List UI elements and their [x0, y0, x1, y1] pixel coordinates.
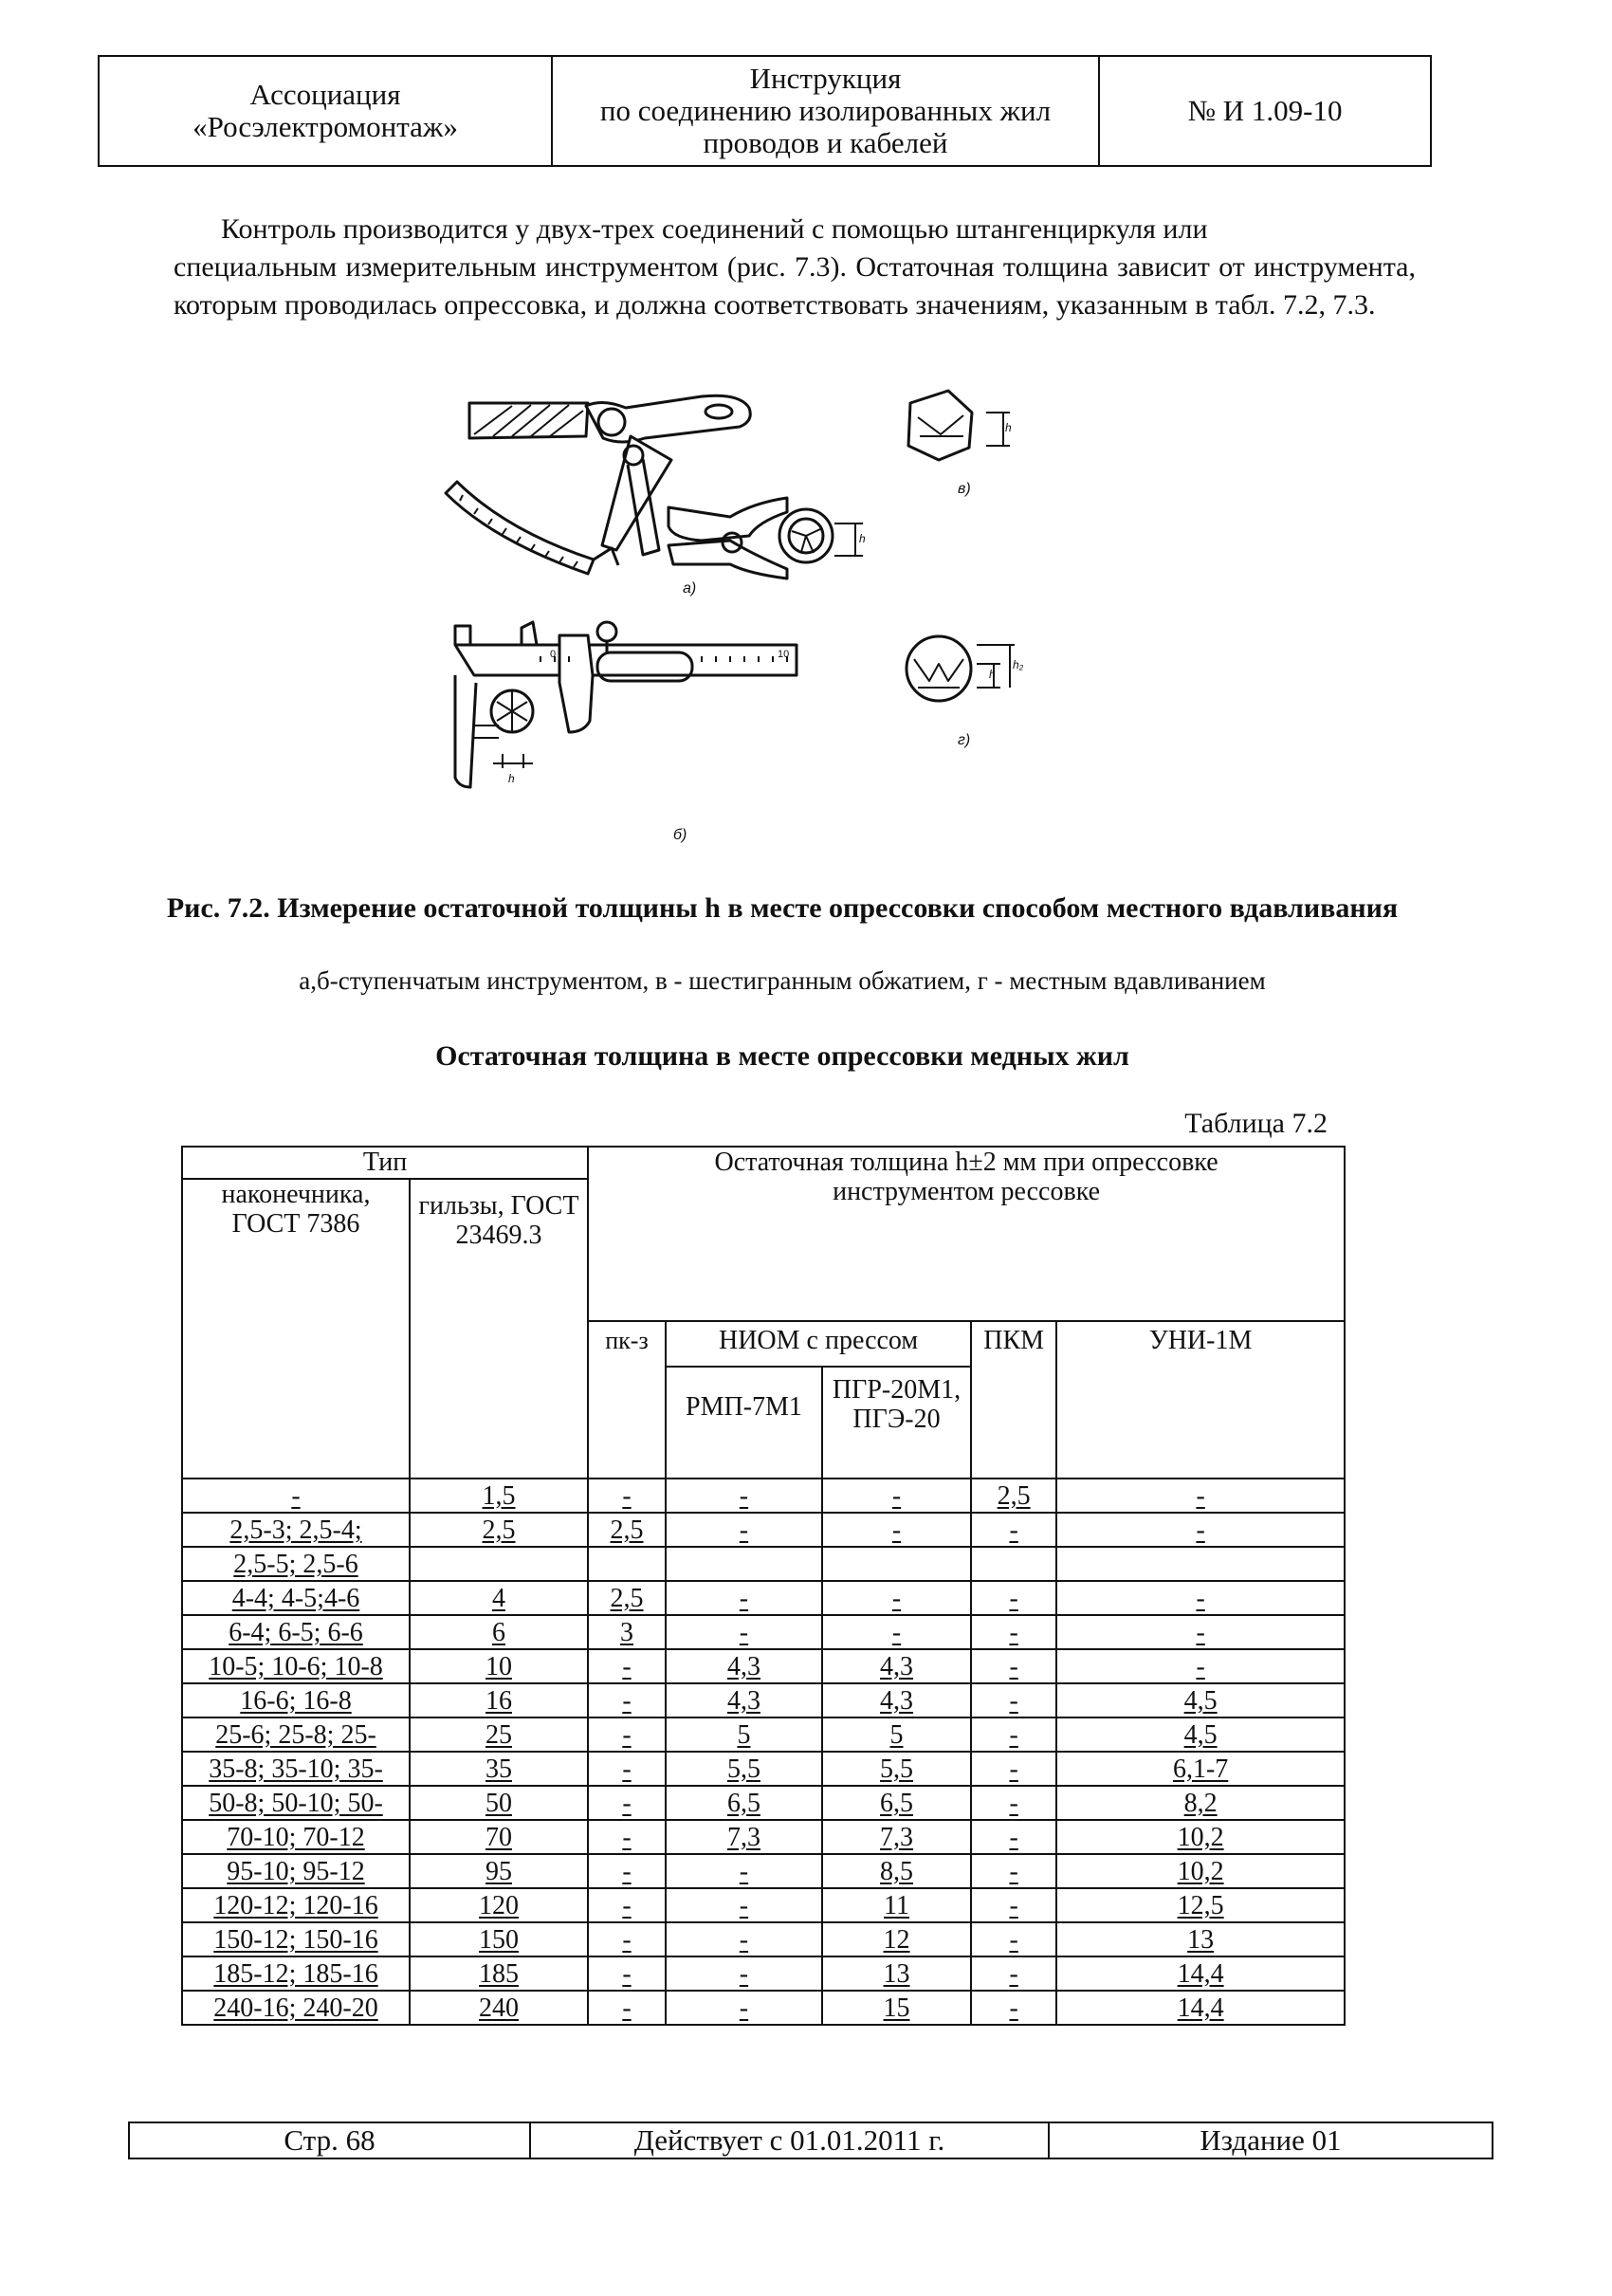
- table-cell: 5: [666, 1717, 822, 1752]
- table-cell: 3: [588, 1615, 666, 1649]
- table-cell: -: [666, 1615, 822, 1649]
- table-cell: 11: [822, 1888, 971, 1922]
- table-cell: -: [666, 1479, 822, 1513]
- figure-label-g: г): [958, 732, 971, 748]
- table-cell: 2,5: [588, 1513, 666, 1547]
- table-cell: 4,3: [822, 1683, 971, 1717]
- table-cell: 2,5: [410, 1513, 588, 1547]
- table-row: [182, 1683, 1345, 1717]
- table-cell: 8,5: [822, 1854, 971, 1888]
- table-cell: -: [971, 1956, 1056, 1991]
- table-row: [182, 1854, 1345, 1888]
- table-cell: 70-10; 70-12: [182, 1820, 410, 1854]
- organization-cell: [100, 57, 553, 165]
- table-cell: -: [971, 1786, 1056, 1820]
- header-pkm: ПКМ: [971, 1321, 1056, 1479]
- table-cell: 14,4: [1056, 1956, 1345, 1991]
- figure-label-b: б): [673, 827, 687, 843]
- table-cell: 5: [822, 1717, 971, 1752]
- table-row: [182, 1752, 1345, 1786]
- table-cell: -: [971, 1717, 1056, 1752]
- table-cell: 4,3: [822, 1649, 971, 1683]
- figure-caption-subtitle: а,б-ступенчатым инструментом, в - шестигранным обжатием, г - местным вдавливанием: [299, 966, 1266, 995]
- table-cell: 6,5: [822, 1786, 971, 1820]
- table-cell: -: [822, 1479, 971, 1513]
- table-cell: 13: [1056, 1922, 1345, 1956]
- table-cell: -: [588, 1683, 666, 1717]
- table-cell: 14,4: [1056, 1991, 1345, 2025]
- table-cell: 50-8; 50-10; 50-: [182, 1786, 410, 1820]
- figure-caption-title: Рис. 7.2. Измерение остаточной толщины h в месте опрессовки способом местного вдавливания: [166, 892, 1399, 924]
- table-cell: 8,2: [1056, 1786, 1345, 1820]
- title-line-2: по соединению изолированных жил: [599, 94, 1052, 127]
- table-cell: 10,2: [1056, 1854, 1345, 1888]
- table-cell: 2,5-3; 2,5-4;: [182, 1513, 410, 1547]
- title-line-3: проводов и кабелей: [703, 126, 948, 159]
- table-row: [182, 1581, 1345, 1615]
- table-cell: 5,5: [666, 1752, 822, 1786]
- table-cell: -: [822, 1615, 971, 1649]
- table-cell: -: [588, 1854, 666, 1888]
- figure-b-vernier-caliper: [455, 622, 797, 787]
- table-cell: -: [1056, 1513, 1345, 1547]
- header-niom: НИОМ с прессом: [666, 1321, 971, 1367]
- figure-h-label-b: h: [508, 772, 515, 785]
- table-cell: 10: [410, 1649, 588, 1683]
- footer-page-number: Стр. 68: [130, 2123, 531, 2158]
- footer-effective-date: Действует с 01.01.2011 г.: [531, 2123, 1050, 2158]
- table-cell: -: [666, 1956, 822, 1991]
- table-cell: 185-12; 185-16: [182, 1956, 410, 1991]
- table-cell: -: [588, 1786, 666, 1820]
- table-cell: 4,3: [666, 1683, 822, 1717]
- table-cell: 6: [410, 1615, 588, 1649]
- figure-a-jaws: [669, 498, 863, 579]
- table-cell: -: [588, 1991, 666, 2025]
- header-pgr: ПГР-20М1, ПГЭ-20: [822, 1367, 971, 1479]
- table-cell: 185: [410, 1956, 588, 1991]
- document-title-cell: [553, 57, 1100, 165]
- table-cell: -: [971, 1649, 1056, 1683]
- table-cell: -: [971, 1683, 1056, 1717]
- figure-label-v: в): [958, 481, 971, 497]
- table-cell: 150: [410, 1922, 588, 1956]
- table-cell: -: [971, 1854, 1056, 1888]
- table-cell: -: [971, 1581, 1056, 1615]
- table-title: Остаточная толщина в месте опрессовки медных жил: [435, 1040, 1129, 1072]
- table-cell: -: [588, 1717, 666, 1752]
- table-row: [182, 1649, 1345, 1683]
- table-cell: -: [971, 1615, 1056, 1649]
- table-cell: -: [588, 1649, 666, 1683]
- table-cell: -: [666, 1581, 822, 1615]
- table-cell: 4: [410, 1581, 588, 1615]
- table-cell: -: [666, 1854, 822, 1888]
- table-row: [182, 1615, 1345, 1649]
- figure-h-label-a: h: [859, 532, 866, 545]
- table-cell: 5,5: [822, 1752, 971, 1786]
- table-cell: 4,3: [666, 1649, 822, 1683]
- table-cell: 16: [410, 1683, 588, 1717]
- table-cell: 25-6; 25-8; 25-: [182, 1717, 410, 1752]
- table-cell: -: [971, 1513, 1056, 1547]
- residual-thickness-table: [181, 1146, 1346, 2026]
- table-cell: 95-10; 95-12: [182, 1854, 410, 1888]
- table-cell: -: [666, 1991, 822, 2025]
- table-row: [182, 1991, 1345, 2025]
- table-cell: [588, 1547, 666, 1581]
- table-cell: -: [971, 1922, 1056, 1956]
- document-header: [98, 55, 1432, 167]
- table-row: [182, 1922, 1345, 1956]
- table-cell: 2,5: [971, 1479, 1056, 1513]
- scale-ten-label: 10: [778, 649, 790, 660]
- table-row: [182, 1717, 1345, 1752]
- table-cell: [666, 1547, 822, 1581]
- table-number-label: Таблица 7.2: [1184, 1108, 1328, 1139]
- table-cell: 35-8; 35-10; 35-: [182, 1752, 410, 1786]
- table-cell: -: [588, 1820, 666, 1854]
- table-row: [182, 1888, 1345, 1922]
- table-cell: [822, 1547, 971, 1581]
- table-cell: -: [971, 1820, 1056, 1854]
- document-number-cell: [1100, 57, 1430, 165]
- header-type: Тип: [182, 1147, 588, 1179]
- table-cell: 240: [410, 1991, 588, 2025]
- header-uni: УНИ-1М: [1056, 1321, 1345, 1479]
- measurement-figure: [417, 379, 1081, 872]
- title-line-1: Инструкция: [749, 62, 902, 95]
- table-cell: [410, 1547, 588, 1581]
- table-cell: [971, 1547, 1056, 1581]
- table-row: [182, 1479, 1345, 1513]
- table-cell: 6,5: [666, 1786, 822, 1820]
- table-cell: 150-12; 150-16: [182, 1922, 410, 1956]
- table-cell: 4,5: [1056, 1717, 1345, 1752]
- table-cell: -: [971, 1888, 1056, 1922]
- figure-label-a: а): [683, 580, 697, 597]
- table-cell: -: [1056, 1615, 1345, 1649]
- footer-edition: Издание 01: [1200, 2123, 1342, 2157]
- figure-h2-label-g: h₂: [1013, 658, 1024, 671]
- table-row: [182, 1820, 1345, 1854]
- document-footer: [128, 2122, 1493, 2159]
- table-cell: -: [971, 1991, 1056, 2025]
- table-cell: -: [588, 1888, 666, 1922]
- table-cell: -: [1056, 1479, 1345, 1513]
- table-cell: -: [822, 1581, 971, 1615]
- figure-g-indent-section: [907, 636, 1015, 701]
- table-cell: 7,3: [822, 1820, 971, 1854]
- table-cell: -: [588, 1479, 666, 1513]
- table-cell: 16-6; 16-8: [182, 1683, 410, 1717]
- table-cell: -: [666, 1888, 822, 1922]
- table-cell: -: [666, 1922, 822, 1956]
- table-cell: 4,5: [1056, 1683, 1345, 1717]
- body-paragraph: [174, 211, 1416, 324]
- table-cell: 7,3: [666, 1820, 822, 1854]
- table-cell: -: [971, 1752, 1056, 1786]
- table-cell: -: [588, 1956, 666, 1991]
- table-cell: -: [588, 1752, 666, 1786]
- table-cell: -: [666, 1513, 822, 1547]
- table-cell: -: [1056, 1649, 1345, 1683]
- table-cell: 4-4; 4-5;4-6: [182, 1581, 410, 1615]
- table-cell: 12: [822, 1922, 971, 1956]
- scale-zero-label: 0: [550, 649, 557, 660]
- table-row: [182, 1786, 1345, 1820]
- figure-v-hex-section: [908, 391, 1010, 460]
- table-row: [182, 1513, 1345, 1547]
- organization-line-1: Ассоциация: [249, 78, 401, 111]
- table-row: [182, 1547, 1345, 1581]
- header-pk3: пк-з: [588, 1321, 666, 1479]
- table-cell: 35: [410, 1752, 588, 1786]
- figure-h-label-v: h: [1005, 421, 1012, 434]
- table-cell: [1056, 1547, 1345, 1581]
- table-cell: 120: [410, 1888, 588, 1922]
- table-cell: 95: [410, 1854, 588, 1888]
- table-cell: 15: [822, 1991, 971, 2025]
- figure-h-label-g: h: [989, 668, 996, 681]
- paragraph-line-1: Контроль производится у двух-трех соединений с помощью штангенциркуля или: [221, 213, 1208, 245]
- table-cell: 240-16; 240-20: [182, 1991, 410, 2025]
- table-cell: -: [1056, 1581, 1345, 1615]
- table-cell: 10,2: [1056, 1820, 1345, 1854]
- table-cell: 2,5-5; 2,5-6: [182, 1547, 410, 1581]
- table-cell: 6,1-7: [1056, 1752, 1345, 1786]
- header-rmp: РМП-7М1: [666, 1367, 822, 1479]
- organization-line-2: «Росэлектромонтаж»: [192, 110, 458, 143]
- document-number: № И 1.09-10: [1187, 94, 1343, 127]
- table-cell: -: [588, 1922, 666, 1956]
- table-cell: 10-5; 10-6; 10-8: [182, 1649, 410, 1683]
- table-cell: 25: [410, 1717, 588, 1752]
- table-cell: -: [822, 1513, 971, 1547]
- table-cell: -: [182, 1479, 410, 1513]
- table-cell: 2,5: [588, 1581, 666, 1615]
- header-sleeve-type: гильзы, ГОСТ 23469.3: [410, 1179, 588, 1479]
- header-residual-thickness: Остаточная толщина h±2 мм при опрессовке инструментом рессовке: [588, 1147, 1345, 1321]
- table-cell: 1,5: [410, 1479, 588, 1513]
- table-row: [182, 1956, 1345, 1991]
- table-cell: 6-4; 6-5; 6-6: [182, 1615, 410, 1649]
- table-cell: 120-12; 120-16: [182, 1888, 410, 1922]
- paragraph-rest: специальным измерительным инструментом (рис. 7.3). Остаточная толщина зависит от инструмента, которым проводилась опрессовка, и должна соответствовать значениям, указанным в табл. 7.2, 7.3.: [174, 251, 1416, 321]
- table-cell: 13: [822, 1956, 971, 1991]
- header-tip-type: наконечника, ГОСТ 7386: [182, 1179, 410, 1479]
- table-cell: 50: [410, 1786, 588, 1820]
- table-cell: 12,5: [1056, 1888, 1345, 1922]
- table-cell: 70: [410, 1820, 588, 1854]
